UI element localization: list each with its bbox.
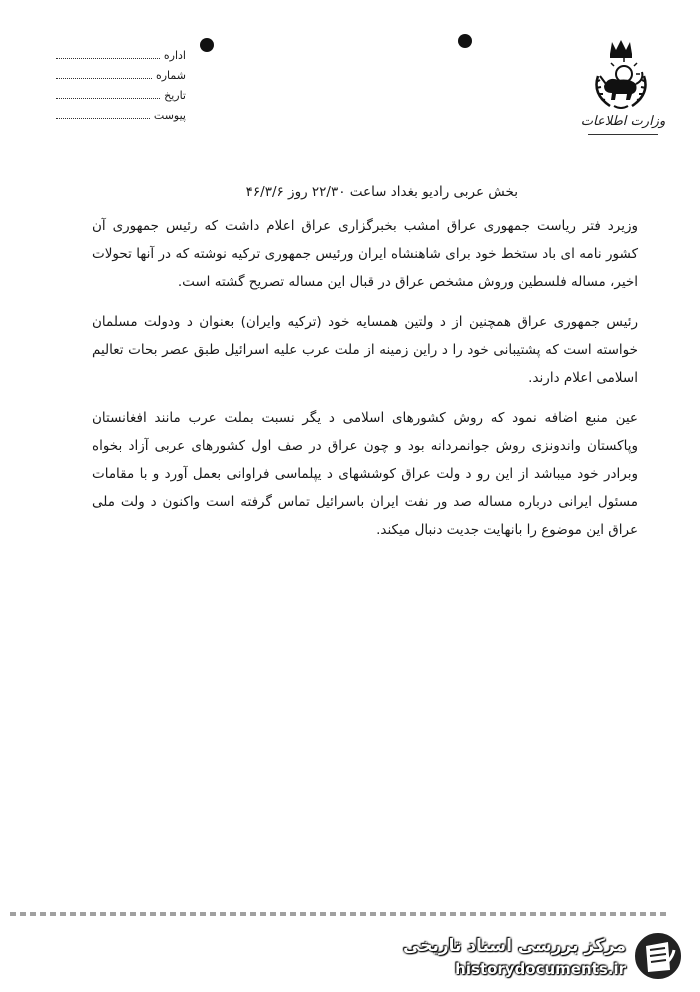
field-dotted-line: [56, 98, 160, 99]
field-number: [56, 62, 186, 82]
field-label: شماره: [155, 69, 186, 82]
ministry-underline: [588, 134, 658, 135]
archive-watermark: [403, 928, 692, 984]
paragraph: رئیس جمهوری عراق همچنین از د ولتین همسایه خود (ترکیه وایران) بعنوان د ودولت مسلمان خواسته است که پشتیبانی خود را د راین زمینه از ملت عرب علیه اسرائیل طبق عصر بحات تعالیم اسلامی اعلام دارند.: [92, 314, 638, 386]
field-dotted-line: [56, 118, 150, 119]
watermark-title: مرکز بررسی اسناد تاریخی: [403, 936, 626, 956]
field-dotted-line: [56, 78, 152, 79]
field-date: [56, 82, 186, 102]
punch-hole: [458, 34, 472, 48]
field-label: اداره: [163, 49, 186, 62]
lion-and-sun-emblem-icon: [588, 36, 654, 112]
field-attachment: [56, 102, 186, 122]
watermark-url: historydocuments.ir: [455, 960, 626, 978]
paragraph: عین منبع اضافه نمود که روش کشورهای اسلامی د یگر نسبت بملت عرب مانند افغانستان وپاکستان واندونزی روش جوانمردانه بود و چون عراق در صف اول کشورهای عربی آزاد بخواه وبرادر خود میباشد از این رو د ولت عراق کوششهای د یپلماسی فراوانی بعمل آورد و با مقامات مسئول ایرانی درباره مساله صد ور نفت ایران باسرائیل تماس گرفته است واکنون د ولت ملی عراق این موضوع را بانهایت جدیت دنبال میکند.: [92, 410, 638, 538]
broadcast-header-line: بخش عربی رادیو بغداد ساعت ۲۲/۳۰ روز ۴۶/۳/۶: [245, 184, 518, 200]
paragraph: وزیرد فتر ریاست جمهوری عراق امشب بخبرگزاری عراق اعلام داشت که رئیس جمهوری آن کشور نامه ای باد ستخط خود برای شاهنشاه ایران ورئیس جمهوری ترکیه نوشته که در آنها تحولات اخیر، مساله فلسطین وروش مشخص عراق در قبال این مساله تصریح گشته است.: [92, 218, 638, 290]
field-label: تاریخ: [164, 89, 186, 102]
field-label: پیوست: [153, 109, 186, 122]
ministry-name: وزارت اطلاعات: [580, 114, 666, 129]
field-dotted-line: [56, 58, 160, 59]
scan-edge-artifact: [10, 912, 670, 916]
archive-logo-icon: [632, 930, 684, 982]
header-fields: [56, 42, 186, 122]
punch-hole: [200, 38, 214, 52]
field-department: [56, 42, 186, 62]
document-body: [92, 178, 638, 556]
